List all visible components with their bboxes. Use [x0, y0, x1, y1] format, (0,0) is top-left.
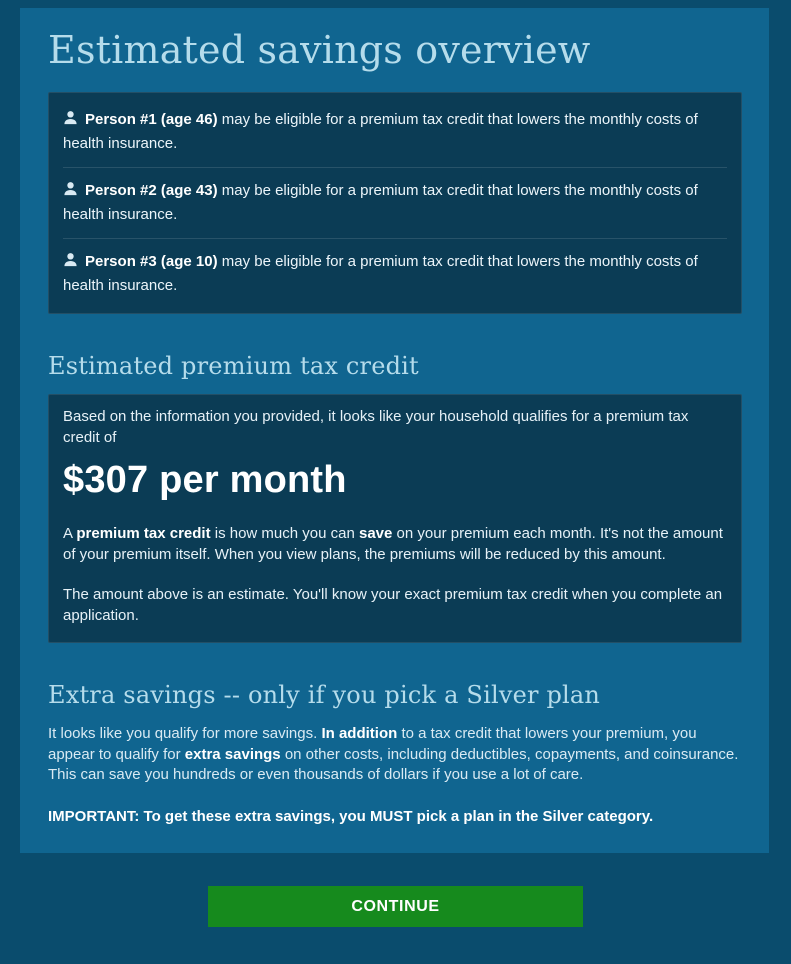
extra-savings-bold2: extra savings — [184, 745, 281, 763]
person-text: may be eligible for a premium tax credit that lowers the monthly costs of health insurance. — [63, 181, 698, 223]
credit-explanation-seg3: on your premium each month. It's not the amount of your premium itself. When you view plans, the premiums will be reduced by this amount. — [63, 525, 723, 564]
person-name: Person #3 (age 10) — [85, 252, 218, 270]
savings-overview-card — [20, 8, 769, 853]
credit-explanation-seg1: A — [63, 525, 77, 543]
extra-savings-bold1: In addition — [321, 725, 398, 742]
button-row — [0, 886, 791, 927]
person-icon — [63, 251, 78, 266]
estimate-note: The amount above is an estimate. You'll know your exact premium tax credit when you complete an application. — [63, 585, 723, 624]
credit-explanation-bold2: save — [358, 525, 393, 543]
person-row-1 — [63, 106, 727, 167]
important-note: IMPORTANT: To get these extra savings, you MUST pick a plan in the Silver category. — [48, 808, 654, 826]
continue-button[interactable]: CONTINUE — [208, 886, 583, 927]
premium-tax-credit-heading: Estimated premium tax credit — [48, 351, 419, 380]
extra-savings-seg3: on other costs, including deductibles, copayments, and coinsurance. This can save you hundreds or even thousands of dollars if you use a lot of care. — [48, 745, 739, 784]
household-panel — [48, 92, 742, 314]
credit-explanation — [63, 524, 727, 565]
person-icon — [63, 180, 78, 195]
extra-savings-paragraph — [48, 724, 742, 786]
credit-amount: $307 per month — [63, 458, 347, 501]
person-row-2 — [63, 167, 727, 238]
person-name: Person #1 (age 46) — [85, 110, 218, 128]
extra-savings-seg1: It looks like you qualify for more savings. — [48, 725, 322, 742]
credit-explanation-seg2: is how much you can — [210, 525, 359, 543]
person-row-3 — [63, 238, 727, 300]
person-text: may be eligible for a premium tax credit that lowers the monthly costs of health insurance. — [63, 252, 698, 294]
extra-savings-seg2: to a tax credit that lowers your premium, you appear to qualify for — [48, 725, 697, 763]
person-icon — [63, 109, 78, 124]
person-name: Person #2 (age 43) — [85, 181, 218, 199]
extra-savings-heading: Extra savings -- only if you pick a Silver plan — [48, 681, 601, 710]
credit-intro: Based on the information you provided, it looks like your household qualifies for a premium tax credit of — [63, 408, 689, 447]
person-text: may be eligible for a premium tax credit that lowers the monthly costs of health insurance. — [63, 110, 698, 152]
page-title: Estimated savings overview — [48, 28, 591, 72]
credit-explanation-bold1: premium tax credit — [76, 525, 211, 543]
premium-tax-credit-panel — [48, 394, 742, 643]
